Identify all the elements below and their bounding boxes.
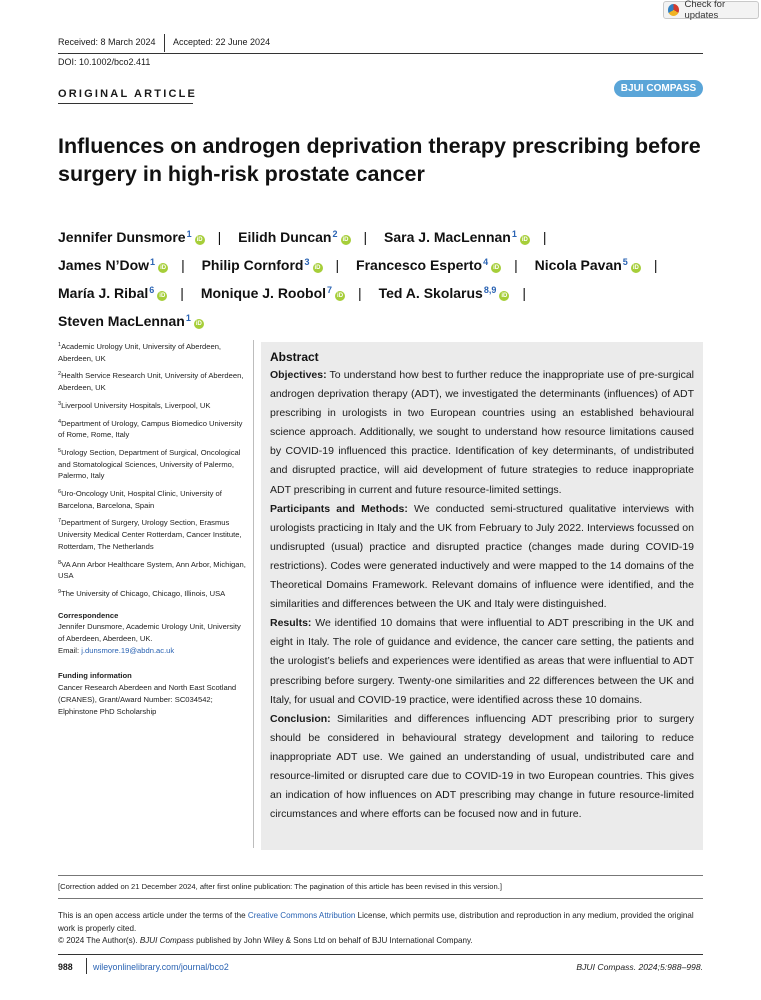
author-affiliation-ref[interactable]: 1 <box>186 229 192 239</box>
footer-divider <box>86 958 87 974</box>
copyright-post: published by John Wiley & Sons Ltd on behalf of BJU International Company. <box>193 936 473 945</box>
received-date: Received: 8 March 2024 <box>58 37 156 47</box>
author-name <box>356 257 501 273</box>
author-separator: | <box>217 229 222 245</box>
funding-text: Cancer Research Aberdeen and North East Scotland (CRANES), Grant/Award Number: SC034542; Elphinstone PhD Scholarship <box>58 683 237 716</box>
citation: BJUI Compass. 2024;5:988–998. <box>576 962 703 972</box>
accepted-date: Accepted: 22 June 2024 <box>173 37 271 47</box>
abstract-section-text: Similarities and differences influencing ADT prescribing prior to surgery should be considered in behavioural strategy development and tailoring to reduce inappropriate ADT use. We gained an understanding of usual, undistributed care and resource-limited or disrupted care due to COVID-19 in two European countries. This gives an indication of how influences on ADT prescribing may change in future resource-limited circumstances and where efforts can be focused now and in future. <box>270 712 694 821</box>
footer-rule-bottom <box>58 954 703 955</box>
license-pre: This is an open access article under the terms of the <box>58 911 248 920</box>
author-name-text: Sara J. MacLennan <box>384 229 511 245</box>
author-name <box>384 229 530 245</box>
author-affiliation-ref[interactable]: 2 <box>332 229 338 239</box>
abstract-section-label: Conclusion: <box>270 712 331 725</box>
affiliation-text: The University of Chicago, Chicago, Illinois, USA <box>61 588 226 598</box>
journal-url-link[interactable]: wileyonlinelibrary.com/journal/bco2 <box>93 962 229 972</box>
author-name-text: Ted A. Skolarus <box>378 285 483 301</box>
affiliation-number: 1 <box>58 342 62 348</box>
author-list <box>58 222 708 334</box>
affiliation-item <box>58 399 246 412</box>
copyright-journal: BJUI Compass <box>139 936 194 945</box>
author-separator: | <box>180 285 184 301</box>
affiliation-text: VA Ann Arbor Healthcare System, Ann Arbor, Michigan, USA <box>58 559 246 581</box>
correspondence-text: Jennifer Dunsmore, Academic Urology Unit, University of Aberdeen, Aberdeen, UK. <box>58 622 241 644</box>
affiliation-text: Urology Section, Department of Surgical, Oncological and Stomatological Sciences, University of Palermo, Palermo, Italy <box>58 447 241 481</box>
abstract-section-label: Objectives: <box>270 369 327 381</box>
abstract-heading: Abstract <box>270 350 319 364</box>
author-affiliation-ref[interactable]: 1 <box>185 313 191 323</box>
author-name <box>238 229 350 245</box>
affiliations <box>58 340 246 600</box>
author-separator: | <box>181 257 185 273</box>
column-divider <box>253 340 254 848</box>
author-name <box>58 229 205 245</box>
orcid-icon[interactable]: iD <box>160 265 167 271</box>
author-separator: | <box>522 285 526 301</box>
author-name-text: Francesco Esperto <box>356 257 483 273</box>
orcid-icon[interactable]: iD <box>196 237 203 243</box>
crossmark-icon <box>668 4 679 16</box>
email-label: Email: <box>58 645 82 655</box>
funding-heading: Funding information <box>58 671 132 681</box>
article-title: Influences on androgen deprivation therapy prescribing before surgery in high-risk prostate cancer <box>58 134 701 186</box>
affiliation-text: Health Service Research Unit, University of Aberdeen, Aberdeen, UK <box>58 371 244 393</box>
author-name-text: Steven MacLennan <box>58 313 185 329</box>
correction-note: [Correction added on 21 December 2024, after first online publication: The pagination of this article has been revised in this version.] <box>58 882 502 891</box>
abstract-section <box>270 710 694 825</box>
orcid-icon[interactable]: iD <box>521 237 528 243</box>
author-name-text: María J. Ribal <box>58 285 149 301</box>
author-separator: | <box>542 229 547 245</box>
check-for-updates-button[interactable] <box>663 1 759 19</box>
author-affiliation-ref[interactable]: 1 <box>150 257 156 267</box>
author-separator: | <box>358 285 362 301</box>
article-type: ORIGINAL ARTICLE <box>58 88 198 100</box>
affiliation-text: Uro-Oncology Unit, Hospital Clinic, University of Barcelona, Barcelona, Spain <box>58 489 222 510</box>
author-name-text: Nicola Pavan <box>534 257 622 273</box>
affiliation-item <box>58 369 246 393</box>
abstract-section-label: Results: <box>270 617 312 630</box>
license-text <box>58 910 708 948</box>
check-for-updates-label: Check for updates <box>684 0 726 21</box>
abstract-section-text: We conducted semi-structured qualitative interviews with urologists practicing in Italy and the UK from February to July 2022. Interviews focussed on undisrupted (usual) practice and disrupted practice (changes made during COVID-19 restrictions). Codes were generated inductively and were mapped to the 14 domains of the Theoretical Domains Framework. Relevant domains of influence were identified, and the similarities and differences between the UK and Italy were distinguished. <box>270 502 694 611</box>
journal-badge: BJUI COMPASS <box>614 80 703 97</box>
author-name <box>58 313 204 329</box>
abstract-section <box>270 366 694 500</box>
affiliation-number: 2 <box>58 371 62 378</box>
orcid-icon[interactable]: iD <box>493 265 500 271</box>
orcid-icon[interactable]: iD <box>632 265 639 271</box>
abstract-section-text: We identified 10 domains that were influential to ADT prescribing in the UK and eight in Italy. The role of guidance and evidence, the cancer care setting, the patients and the urologist’s beliefs and experiences were identified as areas that were influential to ADT prescribing before surgery. Twenty-one similarities and 22 differences between the UK and Italy, for usual and COVID-19 practice, were identified across these 10 domains. <box>270 617 694 706</box>
affiliation-text: Department of Urology, Campus Biomedico University of Rome, Rome, Italy <box>58 418 243 440</box>
correspondence-email-line <box>58 645 246 657</box>
affiliation-text: Department of Surgery, Urology Section, Erasmus University Medical Center Rotterdam, Cancer Institute, Rotterdam, The Netherlands <box>58 518 242 551</box>
footer-rule-middle <box>58 898 703 899</box>
affiliation-text: Liverpool University Hospitals, Liverpool, UK <box>61 400 211 410</box>
abstract-body <box>270 366 694 824</box>
affiliation-number: 8 <box>58 559 62 566</box>
affiliation-item <box>58 340 246 364</box>
affiliation-item <box>58 558 246 582</box>
orcid-icon[interactable]: iD <box>342 237 349 243</box>
affiliation-item <box>58 446 246 482</box>
author-name <box>535 257 641 273</box>
header-rule <box>58 53 703 54</box>
correspondence-heading: Correspondence <box>58 610 119 620</box>
page-number: 988 <box>58 962 73 972</box>
author-affiliation-ref[interactable]: 7 <box>327 285 333 295</box>
cc-license-link[interactable]: Creative Commons Attribution <box>247 911 356 920</box>
author-affiliation-ref[interactable]: 5 <box>622 257 628 267</box>
affiliation-number: 3 <box>58 400 62 407</box>
affiliation-number: 4 <box>58 418 62 425</box>
author-name <box>379 285 510 301</box>
author-separator: | <box>514 257 518 273</box>
author-name-text: Eilidh Duncan <box>238 229 332 245</box>
affiliation-number: 9 <box>58 588 62 595</box>
author-affiliation-ref[interactable]: 3 <box>304 257 310 267</box>
doi: DOI: 10.1002/bco2.411 <box>58 57 151 67</box>
copyright-pre: © 2024 The Author(s). <box>58 936 140 945</box>
sidebar-info <box>58 340 246 717</box>
orcid-icon[interactable]: iD <box>159 293 166 299</box>
author-name-text: Jennifer Dunsmore <box>58 229 186 245</box>
author-name-text: James N’Dow <box>58 257 150 273</box>
affiliation-item <box>58 417 246 441</box>
license-post: License, which permits use, distribution and reproduction in any medium, provided the original work is properly cited. <box>58 911 694 933</box>
author-name <box>58 257 168 273</box>
author-affiliation-ref[interactable]: 4 <box>483 257 489 267</box>
abstract-section-text: To understand how best to further reduce the inappropriate use of pre-surgical androgen deprivation therapy (ADT), we investigated the determinants (influences) of ADT prescribing in urologists in two European countries using an established behavioural science approach. Additionally, we sought to understand how resource limitations caused by COVID-19 influenced this practice. Identification of key determinants, of undistributed and disrupted practice, will aid development of future strategies to reduce inappropriate ADT prescribing in current and future resource-limited settings. <box>270 369 694 496</box>
author-separator: | <box>335 257 340 273</box>
author-name-text: Philip Cornford <box>201 257 304 273</box>
email-link[interactable]: j.dunsmore.19@abdn.ac.uk <box>81 645 175 655</box>
author-affiliation-ref[interactable]: 1 <box>511 229 517 239</box>
abstract-section <box>270 614 694 709</box>
author-separator: | <box>653 257 658 273</box>
abstract-section <box>270 500 694 615</box>
article-type-underline <box>58 103 193 104</box>
author-name <box>202 257 323 273</box>
author-name <box>58 285 167 301</box>
affiliation-number: 7 <box>58 518 62 525</box>
orcid-icon[interactable]: iD <box>501 293 508 299</box>
author-affiliation-ref[interactable]: 6 <box>149 285 155 295</box>
orcid-icon[interactable]: iD <box>195 321 202 327</box>
author-separator: | <box>363 229 368 245</box>
header-divider <box>164 34 165 52</box>
abstract-section-label: Participants and Methods: <box>270 502 408 515</box>
affiliation-text: Academic Urology Unit, University of Aberdeen, Aberdeen, UK <box>58 342 222 363</box>
author-affiliation-ref[interactable]: 8,9 <box>483 285 497 295</box>
affiliation-item <box>58 516 246 552</box>
orcid-icon[interactable]: iD <box>337 293 344 299</box>
affiliation-number: 6 <box>58 489 62 496</box>
footer-rule-top <box>58 875 703 876</box>
orcid-icon[interactable]: iD <box>314 265 321 271</box>
affiliation-item <box>58 587 246 600</box>
abstract-box <box>261 342 703 850</box>
affiliation-item <box>58 487 246 511</box>
author-name <box>201 285 345 301</box>
author-name-text: Monique J. Roobol <box>200 285 327 301</box>
affiliation-number: 5 <box>58 447 62 454</box>
